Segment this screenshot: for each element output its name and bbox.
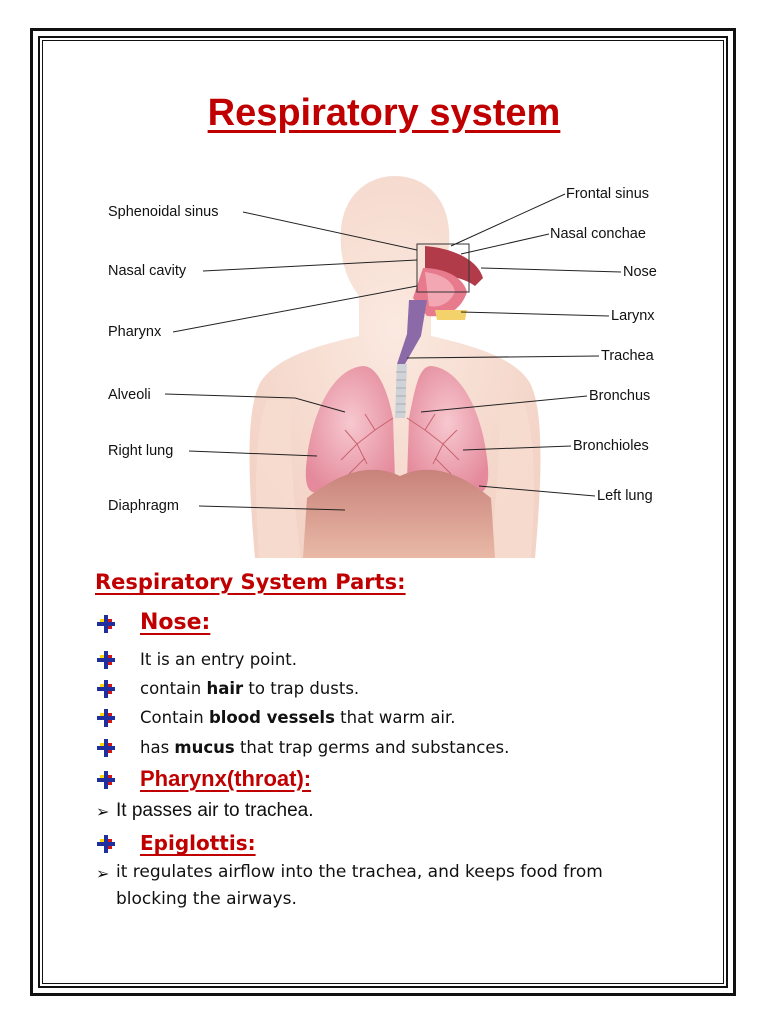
epiglottis-text-line2: blocking the airways. [116,889,297,909]
respiratory-diagram [95,168,685,558]
label-diaphragm: Diaphragm [108,498,179,514]
label-left-lung: Left lung [597,488,653,504]
label-alveoli: Alveoli [108,387,151,403]
nose-item-3: Contain blood vessels that warm air. [140,708,456,727]
label-nasal-cavity: Nasal cavity [108,263,187,279]
pharynx-heading: Pharynx(throat): [140,766,312,791]
label-right-lung: Right lung [108,443,174,459]
diaphragm [303,470,495,558]
epiglottis-text-line1: it regulates airflow into the trachea, and keeps food from [116,862,603,882]
cross-bullet-icon [96,614,116,634]
label-bronchioles: Bronchioles [573,438,649,454]
pharynx-text: It passes air to trachea. [116,800,314,821]
label-sphenoidal-sinus: Sphenoidal sinus [108,204,219,220]
label-trachea: Trachea [601,348,654,364]
epiglottis-heading: Epiglottis: [140,831,256,855]
nose-item-2: contain hair to trap dusts. [140,679,360,698]
nose-item-1: It is an entry point. [140,650,298,669]
cross-bullet-icon [96,770,116,790]
label-nose: Nose [623,264,657,280]
page-title: Respiratory system [207,92,561,134]
cross-bullet-icon [96,834,116,854]
arrow-bullet-icon: ➢ [96,802,110,821]
section-title: Respiratory System Parts: [95,570,406,594]
label-frontal-sinus: Frontal sinus [566,186,650,202]
nose-item-4: has mucus that trap germs and substances. [140,738,510,757]
arrow-bullet-icon: ➢ [96,864,110,883]
label-larynx: Larynx [611,308,655,324]
cross-bullet-icon [96,738,116,758]
label-nasal-conchae: Nasal conchae [550,226,646,242]
cross-bullet-icon [96,679,116,699]
label-pharynx: Pharynx [108,324,162,340]
nose-heading: Nose: [140,610,211,635]
cross-bullet-icon [96,650,116,670]
label-bronchus: Bronchus [589,388,651,404]
cross-bullet-icon [96,708,116,728]
